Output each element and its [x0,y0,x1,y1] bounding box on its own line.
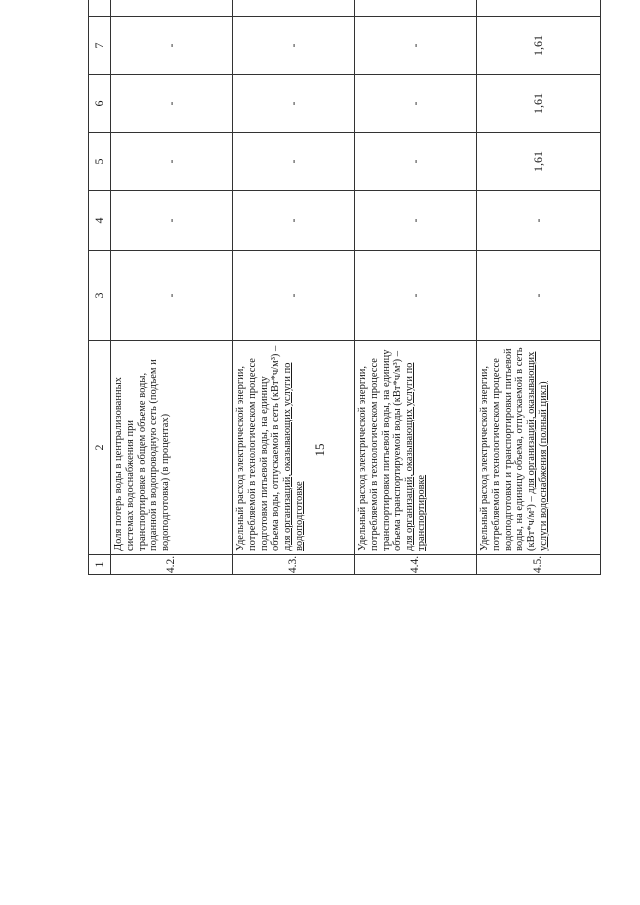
header-cell-6: 6 [89,75,111,133]
table-header-row [89,0,111,575]
value-cell-col-5: - [355,133,477,191]
value-cell-col-4: - [111,191,233,251]
indicator-description-text: Удельный расход электрической энергии, потребляемой в технологическом процессе водоподготовки и транспортировки питьевой воды, на единицу объема, отпускаемой в сеть (кВт*ч/м³) – [479,347,537,551]
value-cell-col-7: - [111,17,233,75]
value-cell-col-8 [477,0,601,17]
value-cell-col-3: - [355,251,477,341]
indicator-description-cell [111,341,233,555]
value-cell-col-7: - [233,17,355,75]
table-row [111,0,233,575]
indicator-description-underlined: для организаций, оказывающих услуги водоснабжения (полный цикл) [526,351,549,551]
indicator-description-cell [233,341,355,555]
table-row [355,0,477,575]
table-row [477,0,601,575]
header-cell-1: 1 [89,555,111,575]
value-cell-col-4: - [355,191,477,251]
indicator-description-underlined: для организаций, оказывающих услуги по водоподготовке [282,362,305,551]
header-cell-5: 5 [89,133,111,191]
indicator-description-text: Доля потерь воды в централизованных системах водоснабжения при транспортировке в общем объеме воды, поданной в водопроводную сеть (подъем и водоподготовка) (в процентах) [113,359,171,551]
value-cell-col-6: - [233,75,355,133]
indicator-description-cell [355,341,477,555]
value-cell-col-6: - [111,75,233,133]
value-cell-col-3: - [111,251,233,341]
row-number-cell: 4.5. [477,555,601,575]
row-number-cell: 4.4. [355,555,477,575]
header-cell-3: 3 [89,251,111,341]
indicator-table [88,0,601,575]
value-cell-col-4: - [477,191,601,251]
indicator-table-frame [88,35,578,790]
value-cell-col-5: - [111,133,233,191]
header-cell-8 [89,0,111,17]
row-number-cell: 4.3. [233,555,355,575]
value-cell-col-3: - [477,251,601,341]
value-cell-col-6: - [355,75,477,133]
indicator-description-underlined: для организаций, оказывающих услуги по транспортировке [404,362,427,551]
header-cell-4: 4 [89,191,111,251]
value-cell-col-5: - [233,133,355,191]
value-cell-col-8 [355,0,477,17]
value-cell-col-3: - [233,251,355,341]
value-cell-col-6: 1,61 [477,75,601,133]
value-cell-col-8 [233,0,355,17]
value-cell-col-5: 1,61 [477,133,601,191]
page-number: 15 [312,443,327,457]
header-cell-7: 7 [89,17,111,75]
header-cell-2: 2 [89,341,111,555]
indicator-description-text: Удельный расход электрической энергии, потребляемой в технологическом процессе подготовки питьевой воды, на единицу объема воды, отпускаемой в сеть (кВт*ч/м³) – [235,345,282,551]
value-cell-col-7: - [355,17,477,75]
rotated-table-wrapper [88,0,578,575]
table-row [233,0,355,575]
indicator-description-text: Удельный расход электрической энергии, потребляемой в технологическом процессе транспортировки питьевой воды, на единицу объема транспортируемой воды (кВт*ч/м³) – [357,349,404,551]
row-number-cell: 4.2. [111,555,233,575]
indicator-description-cell [477,341,601,555]
value-cell-col-4: - [233,191,355,251]
value-cell-col-8 [111,0,233,17]
value-cell-col-7: 1,61 [477,17,601,75]
